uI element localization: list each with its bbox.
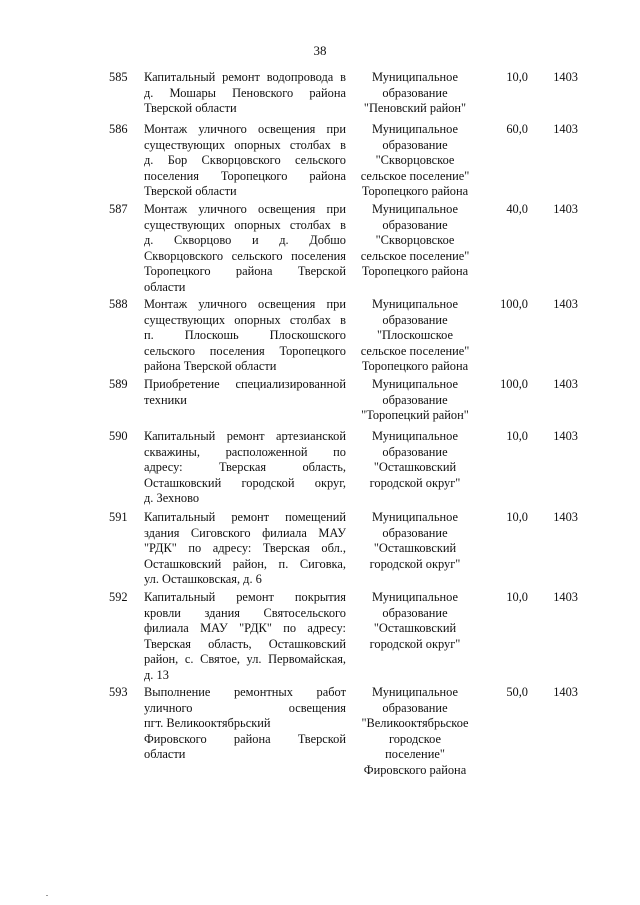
description-line: кровли здания Святосельского [144, 605, 346, 620]
row-description [144, 70, 346, 117]
row-code: 1403 [553, 377, 578, 391]
description-line: Капитальный ремонт артезианской [144, 429, 346, 443]
description-line: скважины, расположенной по [144, 444, 346, 459]
row-amount: 100,0 [500, 377, 528, 391]
description-line: д. Зехново [144, 491, 200, 506]
organization-line: "Плоскошское [376, 328, 454, 343]
organization-line: Торопецкого района [361, 264, 469, 279]
description-line: Капитальный ремонт водопровода в [144, 70, 346, 84]
description-line: ул. Осташковская, д. 6 [144, 572, 262, 587]
description-line: Скворцовского сельского поселения [144, 248, 346, 263]
organization-line: "Скворцовское [375, 233, 455, 248]
organization-line: Торопецкого района [361, 359, 469, 374]
row-description [144, 377, 346, 408]
description-line: филиала МАУ "РДК" по адресу: [144, 621, 346, 636]
description-line: Осташковский городской округ, [144, 475, 346, 490]
description-line: существующих опорных столбах в [144, 137, 346, 152]
description-line: пгт. Великооктябрьский [144, 716, 271, 731]
organization-line: сельское поселение" [360, 343, 470, 358]
description-line: сельского поселения Торопецкого [144, 343, 346, 358]
row-code: 1403 [553, 297, 578, 311]
description-line: Тверской области [144, 101, 237, 116]
row-code: 1403 [553, 122, 578, 136]
row-organization [355, 297, 475, 375]
organization-line: образование [382, 137, 448, 152]
row-description [144, 122, 346, 200]
organization-line: образование [382, 312, 448, 327]
row-description [144, 590, 346, 684]
page-number: 38 [313, 43, 327, 58]
row-organization [355, 590, 475, 652]
row-number: 585 [109, 70, 128, 84]
description-line: Фировского района Тверской [144, 731, 346, 746]
row-description [144, 297, 346, 375]
organization-line: "Осташковский [373, 460, 457, 475]
organization-line: Муниципальное [372, 70, 458, 84]
description-line: уличного освещения [144, 700, 346, 715]
description-line: д. Бор Скворцовского сельского [144, 153, 346, 168]
description-line: адресу: Тверская область, [144, 460, 346, 475]
row-amount: 10,0 [506, 510, 528, 524]
organization-line: образование [382, 85, 448, 100]
organization-line: "Осташковский [373, 541, 457, 556]
row-organization [355, 510, 475, 572]
description-line: Торопецкого района Тверской [144, 264, 346, 279]
row-organization [355, 685, 475, 779]
row-number: 586 [109, 122, 128, 136]
row-organization [355, 202, 475, 280]
row-number: 588 [109, 297, 128, 311]
row-code: 1403 [553, 202, 578, 216]
description-line: "РДК" по адресу: Тверская обл., [144, 541, 346, 556]
row-organization [355, 377, 475, 424]
description-line: район, с. Святое, ул. Первомайская, [144, 652, 346, 667]
organization-line: Муниципальное [372, 122, 458, 136]
organization-line: "Скворцовское [375, 153, 455, 168]
organization-line: Муниципальное [372, 590, 458, 604]
organization-line: Муниципальное [372, 202, 458, 216]
row-number: 593 [109, 685, 128, 699]
row-description [144, 429, 346, 507]
description-line: области [144, 279, 186, 294]
description-line: Осташковский район, п. Сиговка, [144, 556, 346, 571]
row-amount: 10,0 [506, 590, 528, 604]
row-code: 1403 [553, 510, 578, 524]
row-number: 590 [109, 429, 128, 443]
organization-line: образование [382, 700, 448, 715]
description-line: Выполнение ремонтных работ [144, 685, 346, 699]
description-line: Капитальный ремонт покрытия [144, 590, 346, 604]
row-amount: 40,0 [506, 202, 528, 216]
organization-line: сельское поселение" [360, 248, 470, 263]
row-code: 1403 [553, 590, 578, 604]
description-line: Приобретение специализированной [144, 377, 346, 391]
description-line: п. Плоскошь Плоскошского [144, 328, 346, 343]
row-amount: 10,0 [506, 429, 528, 443]
organization-line: поселение" [385, 747, 445, 762]
description-line: Монтаж уличного освещения при [144, 122, 346, 136]
description-line: д. Мошары Пеновского района [144, 85, 346, 100]
description-line: Тверская область, Осташковский [144, 636, 346, 651]
organization-line: "Пеновский район" [363, 101, 467, 116]
row-number: 591 [109, 510, 128, 524]
organization-line: образование [382, 392, 448, 407]
row-amount: 50,0 [506, 685, 528, 699]
row-description [144, 685, 346, 763]
organization-line: городской округ" [369, 636, 461, 651]
organization-line: Торопецкого района [361, 184, 469, 199]
organization-line: городское [388, 731, 442, 746]
description-line: Монтаж уличного освещения при [144, 297, 346, 311]
row-number: 589 [109, 377, 128, 391]
description-line: района Тверской области [144, 359, 277, 374]
description-line: д. Скворцово и д. Добшо [144, 233, 346, 248]
row-organization [355, 70, 475, 117]
organization-line: Муниципальное [372, 377, 458, 391]
description-line: Монтаж уличного освещения при [144, 202, 346, 216]
row-number: 592 [109, 590, 128, 604]
row-description [144, 510, 346, 588]
row-organization [355, 429, 475, 491]
organization-line: городской округ" [369, 475, 461, 490]
description-line: существующих опорных столбах в [144, 217, 346, 232]
description-line: техники [144, 392, 187, 407]
description-line: поселения Торопецкого района [144, 168, 346, 183]
organization-line: "Торопецкий район" [361, 408, 469, 423]
scan-speck [46, 895, 48, 896]
description-line: Тверской области [144, 184, 237, 199]
organization-line: образование [382, 217, 448, 232]
description-line: д. 13 [144, 667, 169, 682]
row-code: 1403 [553, 429, 578, 443]
organization-line: Муниципальное [372, 510, 458, 524]
organization-line: образование [382, 525, 448, 540]
organization-line: Муниципальное [372, 685, 458, 699]
row-number: 587 [109, 202, 128, 216]
organization-line: Фировского района [363, 762, 467, 777]
row-amount: 100,0 [500, 297, 528, 311]
organization-line: сельское поселение" [360, 168, 470, 183]
row-description [144, 202, 346, 296]
organization-line: образование [382, 605, 448, 620]
row-amount: 60,0 [506, 122, 528, 136]
organization-line: городской округ" [369, 556, 461, 571]
description-line: Капитальный ремонт помещений [144, 510, 346, 524]
row-code: 1403 [553, 685, 578, 699]
description-line: здания Сиговского филиала МАУ [144, 525, 346, 540]
description-line: области [144, 747, 186, 762]
row-organization [355, 122, 475, 200]
description-line: существующих опорных столбах в [144, 312, 346, 327]
organization-line: Муниципальное [372, 429, 458, 443]
organization-line: "Осташковский [373, 621, 457, 636]
organization-line: "Великооктябрьское [361, 716, 469, 731]
organization-line: образование [382, 444, 448, 459]
row-amount: 10,0 [506, 70, 528, 84]
organization-line: Муниципальное [372, 297, 458, 311]
row-code: 1403 [553, 70, 578, 84]
